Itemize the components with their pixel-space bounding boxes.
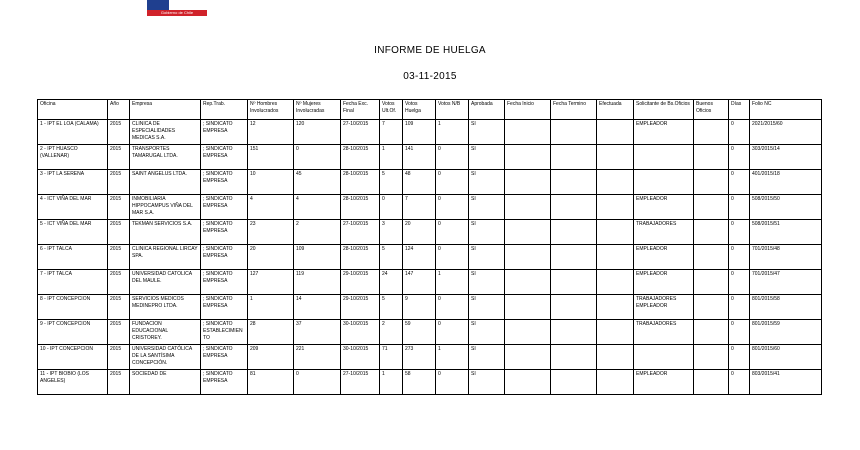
table-cell: SI [469, 370, 505, 395]
table-cell [597, 370, 634, 395]
table-cell: EMPLEADOR [634, 195, 694, 220]
table-row [38, 345, 822, 370]
table-cell: 4 [294, 195, 341, 220]
table-cell: TRABAJADORES [634, 320, 694, 345]
table-row [38, 195, 822, 220]
column-header: Votos Ult.Of. [380, 100, 403, 120]
table-cell: 120 [294, 120, 341, 145]
table-cell: 0 [729, 120, 750, 145]
table-cell: 20 [248, 245, 294, 270]
table-cell [505, 170, 551, 195]
table-cell: 2015 [108, 170, 130, 195]
table-cell [634, 345, 694, 370]
table-cell: 4 - ICT VIÑA DEL MAR [38, 195, 108, 220]
table-cell [597, 170, 634, 195]
table-cell: 11 - IPT BIOBIO (LOS ANGELES) [38, 370, 108, 395]
report-date: 03-11-2015 [403, 71, 457, 82]
table-cell: 2015 [108, 120, 130, 145]
table-cell: ; SINDICATO EMPRESA [201, 195, 248, 220]
table-cell: 1 [436, 345, 469, 370]
table-cell: TRABAJADORES [634, 220, 694, 245]
table-cell [694, 145, 729, 170]
table-cell: ; SINDICATO EMPRESA [201, 370, 248, 395]
table-cell: SI [469, 320, 505, 345]
table-cell: 27-10/2015 [341, 220, 380, 245]
table-cell: 124 [403, 245, 436, 270]
table-cell: 23 [248, 220, 294, 245]
table-cell: 0 [436, 220, 469, 245]
table-cell: SOCIEDAD DE [130, 370, 201, 395]
column-header: Solicitante de Bs.Oficios [634, 100, 694, 120]
table-cell [505, 370, 551, 395]
table-cell: 3 [380, 220, 403, 245]
table-cell [694, 120, 729, 145]
table-cell: SI [469, 145, 505, 170]
table-cell [551, 345, 597, 370]
column-header: Empresa [130, 100, 201, 120]
table-cell: 29-10/2015 [341, 295, 380, 320]
table-cell: 2015 [108, 345, 130, 370]
table-cell: INMOBILIARIA HIPPOCAMPUS VIÑA DEL MAR S.A. [130, 195, 201, 220]
strike-report-table [37, 99, 822, 395]
table-cell: 28-10/2015 [341, 245, 380, 270]
table-cell: ; SINDICATO EMPRESA [201, 120, 248, 145]
table-cell [505, 320, 551, 345]
table-cell [694, 370, 729, 395]
table-row [38, 220, 822, 245]
table-cell: 9 [403, 295, 436, 320]
table-cell: 71 [380, 345, 403, 370]
column-header: Fecha Exc. Final [341, 100, 380, 120]
table-cell [551, 295, 597, 320]
table-cell: SI [469, 120, 505, 145]
table-cell: 12 [248, 120, 294, 145]
table-cell: ; SINDICATO ESTABLECIMIENTO [201, 320, 248, 345]
table-header [38, 100, 822, 120]
table-cell: SI [469, 345, 505, 370]
table-cell: 0 [729, 370, 750, 395]
table-cell: 0 [436, 195, 469, 220]
table-cell [694, 270, 729, 295]
table-cell: 10 [248, 170, 294, 195]
table-cell: 801/2015/58 [750, 295, 822, 320]
table-cell [505, 295, 551, 320]
table-cell: 0 [729, 145, 750, 170]
table-cell: SI [469, 195, 505, 220]
table-cell: 801/2015/60 [750, 345, 822, 370]
column-header: Nº Mujeres Involucradas [294, 100, 341, 120]
table-cell: 28-10/2015 [341, 170, 380, 195]
table-cell: 7 [380, 120, 403, 145]
table-cell [694, 345, 729, 370]
table-cell [551, 220, 597, 245]
table-cell [694, 195, 729, 220]
table-cell: EMPLEADOR [634, 245, 694, 270]
table-cell: 2 - IPT HUASCO (VALLENAR) [38, 145, 108, 170]
table-cell: 0 [729, 245, 750, 270]
table-cell: 4 [248, 195, 294, 220]
table-cell: 508/2015/51 [750, 220, 822, 245]
table-cell: 2015 [108, 370, 130, 395]
table-cell: 1 [380, 370, 403, 395]
table-cell [551, 170, 597, 195]
table-cell: 2021/2015/60 [750, 120, 822, 145]
table-cell: UNIVERSIDAD CATÓLICA DE LA SANTÍSIMA CONCEPCIÓN. [130, 345, 201, 370]
table-cell: 147 [403, 270, 436, 295]
table-cell: 0 [436, 320, 469, 345]
table-cell: EMPLEADOR [634, 270, 694, 295]
report-title: INFORME DE HUELGA [374, 45, 486, 56]
column-header: Votos N/B [436, 100, 469, 120]
header-row [38, 100, 822, 120]
table-cell: 3 - IPT LA SERENA [38, 170, 108, 195]
table-cell [551, 195, 597, 220]
table-cell: ; SINDICATO EMPRESA [201, 220, 248, 245]
table-cell: TRANSPORTES TAMARUGAL LTDA. [130, 145, 201, 170]
column-header: Días [729, 100, 750, 120]
table-cell: 30-10/2015 [341, 345, 380, 370]
table-cell: EMPLEADOR [634, 370, 694, 395]
table-row [38, 320, 822, 345]
table-cell: 0 [380, 195, 403, 220]
table-cell: 303/2015/14 [750, 145, 822, 170]
table-cell: SERVICIOS MEDICOS MEDINEPRO LTDA. [130, 295, 201, 320]
table-cell: 119 [294, 270, 341, 295]
table-cell: 803/2015/41 [750, 370, 822, 395]
table-cell: 0 [729, 195, 750, 220]
table-cell: 2015 [108, 220, 130, 245]
table-cell: 1 [380, 145, 403, 170]
table-cell: 0 [729, 170, 750, 195]
table-cell: UNIVERSIDAD CATOLICA DEL MAULE. [130, 270, 201, 295]
table-cell: 109 [403, 120, 436, 145]
table-cell: ; SINDICATO EMPRESA [201, 145, 248, 170]
table-cell: 81 [248, 370, 294, 395]
table-cell [505, 270, 551, 295]
table-cell: 27-10/2015 [341, 370, 380, 395]
column-header: Folio NC [750, 100, 822, 120]
table-cell: 5 [380, 295, 403, 320]
table-cell [597, 245, 634, 270]
table-cell: 20 [403, 220, 436, 245]
table-cell: 701/2015/48 [750, 245, 822, 270]
table-cell: 109 [294, 245, 341, 270]
logo-blue-block [147, 0, 169, 10]
table-cell: FUNDACION EDUCACIONAL CRISTOREY. [130, 320, 201, 345]
table-cell: 0 [729, 345, 750, 370]
table-cell: 0 [436, 170, 469, 195]
logo-white-block [169, 0, 207, 10]
column-header: Buenos Oficios [694, 100, 729, 120]
table-cell: ; SINDICATO EMPRESA [201, 345, 248, 370]
table-cell: CLINICA DE ESPECIALIDADES MEDICAS S.A. [130, 120, 201, 145]
table-cell: 151 [248, 145, 294, 170]
table-cell: 1 [436, 270, 469, 295]
table-cell: 2 [380, 320, 403, 345]
table-cell: 30-10/2015 [341, 320, 380, 345]
table-body [38, 120, 822, 395]
table-cell [634, 170, 694, 195]
table-cell: EMPLEADOR [634, 120, 694, 145]
table-row [38, 270, 822, 295]
table-cell: 127 [248, 270, 294, 295]
table-cell: SI [469, 270, 505, 295]
table-cell: 801/2015/59 [750, 320, 822, 345]
table-cell: 2015 [108, 145, 130, 170]
table-cell: 6 - IPT TALCA [38, 245, 108, 270]
table-cell [597, 195, 634, 220]
table-cell: SI [469, 170, 505, 195]
table-cell: 221 [294, 345, 341, 370]
logo-text: Gobierno de Chile [160, 10, 194, 15]
table-cell: 59 [403, 320, 436, 345]
table-cell: 48 [403, 170, 436, 195]
table-cell: 0 [436, 145, 469, 170]
table-cell: 5 [380, 170, 403, 195]
table-cell [694, 320, 729, 345]
table-cell: ; SINDICATO EMPRESA [201, 270, 248, 295]
table-cell: TRABAJADORES EMPLEADOR [634, 295, 694, 320]
table-cell: 24 [380, 270, 403, 295]
table-cell: 0 [436, 295, 469, 320]
table-cell: 9 - IPT CONCEPCION [38, 320, 108, 345]
table-row [38, 295, 822, 320]
table-cell [597, 145, 634, 170]
table-cell [551, 245, 597, 270]
table-cell: 273 [403, 345, 436, 370]
table-cell: 45 [294, 170, 341, 195]
table-cell: 2015 [108, 195, 130, 220]
table-cell [505, 220, 551, 245]
table-cell: 7 [403, 195, 436, 220]
table-cell [551, 370, 597, 395]
column-header: Rep.Trab. [201, 100, 248, 120]
table-cell: 141 [403, 145, 436, 170]
table-cell: 28-10/2015 [341, 145, 380, 170]
table-cell: 701/2015/47 [750, 270, 822, 295]
table-row [38, 170, 822, 195]
table-cell [634, 145, 694, 170]
table-cell [694, 220, 729, 245]
table-cell: ; SINDICATO EMPRESA [201, 245, 248, 270]
column-header: Fecha Inicio [505, 100, 551, 120]
table-cell: 10 - IPT CONCEPCION [38, 345, 108, 370]
table-row [38, 370, 822, 395]
table-cell: 0 [729, 220, 750, 245]
gobierno-logo [147, 0, 207, 16]
table-cell: 1 - IPT EL LOA (CALAMA) [38, 120, 108, 145]
table-cell [694, 170, 729, 195]
table-cell: 209 [248, 345, 294, 370]
table-cell: 2015 [108, 320, 130, 345]
table-cell: ; SINDICATO EMPRESA [201, 170, 248, 195]
table-cell: 58 [403, 370, 436, 395]
table-row [38, 120, 822, 145]
table-cell [694, 245, 729, 270]
table-row [38, 245, 822, 270]
table-cell: 8 - IPT CONCEPCION [38, 295, 108, 320]
table-cell [505, 245, 551, 270]
table-cell [551, 120, 597, 145]
table-cell [505, 145, 551, 170]
table-cell [597, 120, 634, 145]
table-cell [597, 220, 634, 245]
table-cell: 29-10/2015 [341, 270, 380, 295]
table-cell: 2 [294, 220, 341, 245]
table-cell: 1 [436, 120, 469, 145]
table-cell: 7 - IPT TALCA [38, 270, 108, 295]
table-cell: SAINT ANGELUS LTDA. [130, 170, 201, 195]
table-cell: 2015 [108, 295, 130, 320]
table-cell: TEKMAN SERVICIOS S.A. [130, 220, 201, 245]
table-cell: 28 [248, 320, 294, 345]
table-cell: 2015 [108, 245, 130, 270]
table-cell: 0 [294, 370, 341, 395]
table-cell [551, 320, 597, 345]
table-cell [597, 270, 634, 295]
column-header: Nº Hombres Involucrados [248, 100, 294, 120]
table-cell: 0 [729, 270, 750, 295]
table-cell [597, 345, 634, 370]
column-header: Año [108, 100, 130, 120]
table-cell: 2015 [108, 270, 130, 295]
table-cell: SI [469, 220, 505, 245]
table-cell: 0 [436, 370, 469, 395]
table-cell: 0 [729, 295, 750, 320]
table-cell: 0 [294, 145, 341, 170]
table-row [38, 145, 822, 170]
table-cell [597, 320, 634, 345]
column-header: Oficina [38, 100, 108, 120]
table-cell: 508/2015/50 [750, 195, 822, 220]
table-cell: 0 [436, 245, 469, 270]
table-cell: 0 [729, 320, 750, 345]
table-cell: SI [469, 295, 505, 320]
table-cell: CLINICA REGIONAL LIRCAY SPA. [130, 245, 201, 270]
table-cell [551, 270, 597, 295]
table-cell: 28-10/2015 [341, 195, 380, 220]
column-header: Fecha Termino [551, 100, 597, 120]
logo-red-bar [147, 10, 207, 16]
table-cell [505, 195, 551, 220]
table-cell: 27-10/2015 [341, 120, 380, 145]
table-cell: 37 [294, 320, 341, 345]
table-cell: 5 - ICT VIÑA DEL MAR [38, 220, 108, 245]
table-cell: SI [469, 245, 505, 270]
table-cell: 1 [248, 295, 294, 320]
table-cell: 5 [380, 245, 403, 270]
table-cell [505, 120, 551, 145]
column-header: Efectuada [597, 100, 634, 120]
table-cell [551, 145, 597, 170]
column-header: Aprobada [469, 100, 505, 120]
table-cell: 14 [294, 295, 341, 320]
table-cell: 401/2015/18 [750, 170, 822, 195]
table-cell [597, 295, 634, 320]
column-header: Votos Huelga [403, 100, 436, 120]
table-cell [694, 295, 729, 320]
table-cell: ; SINDICATO EMPRESA [201, 295, 248, 320]
table-cell [505, 345, 551, 370]
